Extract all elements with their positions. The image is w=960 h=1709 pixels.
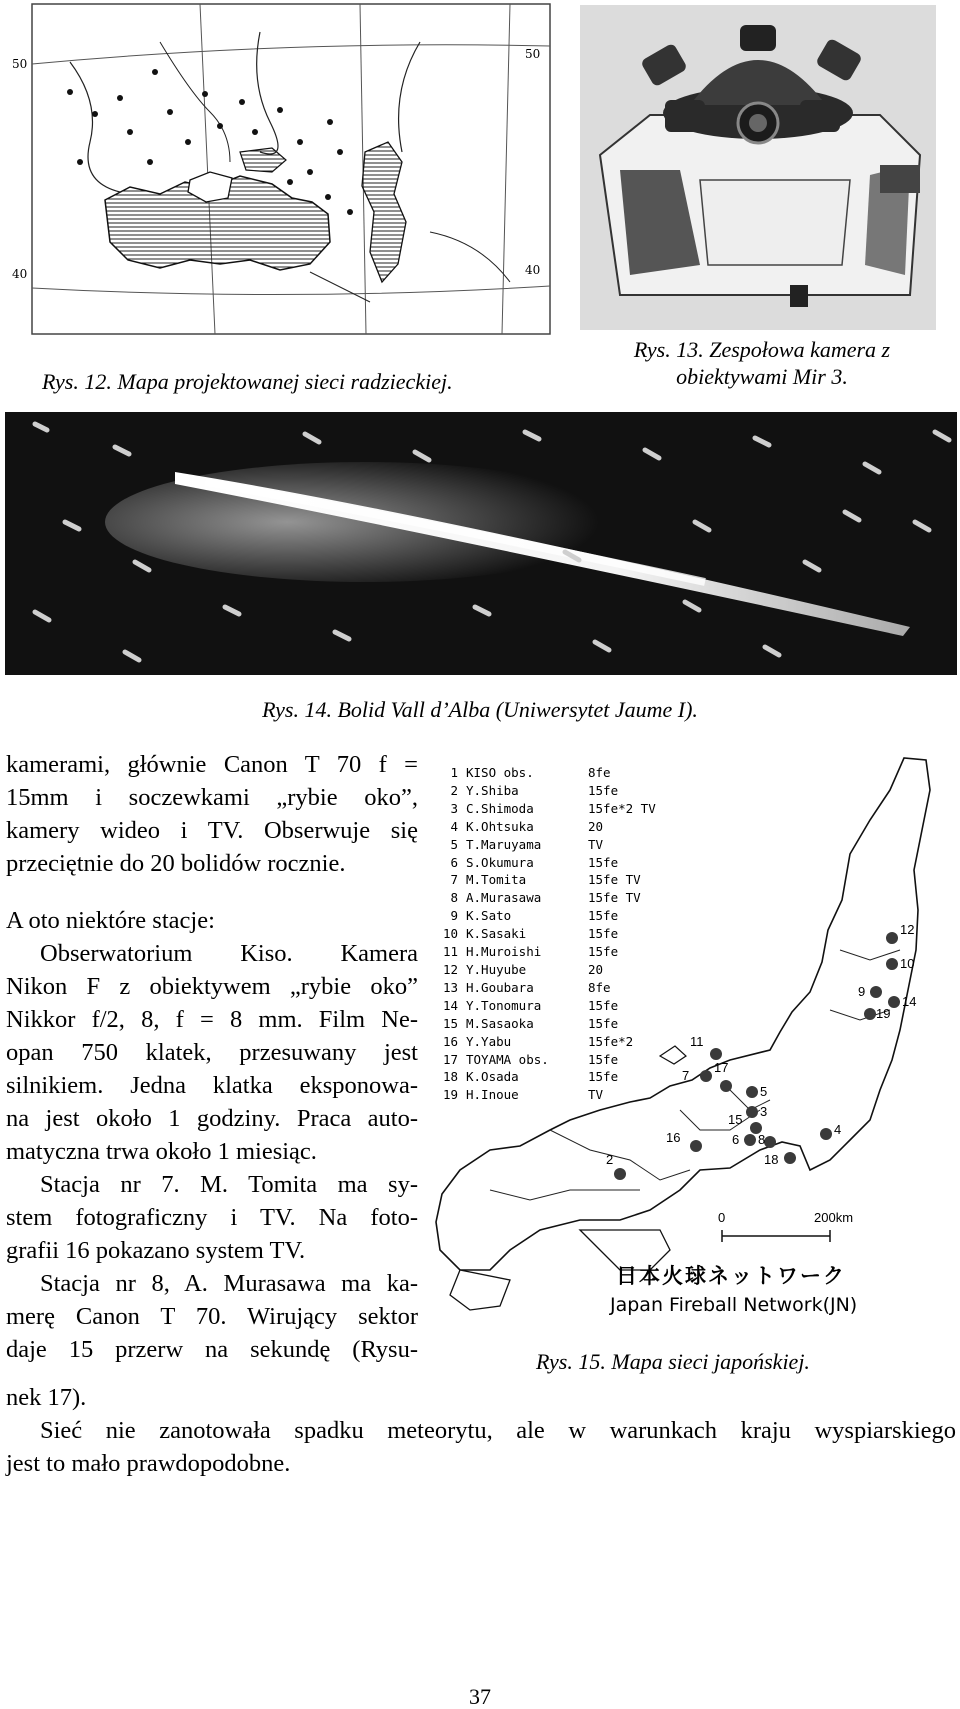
figure-12-map [10, 2, 554, 336]
station-number: 3 [450, 800, 458, 816]
station-name: M.Sasaoka [466, 1015, 534, 1031]
figure-13-caption-line1: Rys. 13. Zespołowa kamera z [633, 337, 891, 362]
station-row [430, 943, 668, 961]
latitude-label-left-40: 40 [12, 267, 28, 281]
text-line: Obserwatorium Kiso. Kamera [40, 940, 418, 967]
map-label-10: 10 [900, 956, 915, 971]
paragraph-cameras [6, 748, 418, 880]
station-number: 14 [442, 997, 458, 1013]
paragraph-station-8 [6, 1267, 418, 1366]
station-row [430, 1015, 668, 1033]
station-equipment: 15fe [588, 1015, 619, 1031]
station-name: Y.Yabu [466, 1033, 512, 1049]
station-number: 5 [450, 836, 458, 852]
map-label-18: 18 [764, 1152, 779, 1167]
text-line: Nikon F z obiektywem „rybie oko” [6, 973, 418, 1000]
station-name: H.Inoue [466, 1087, 519, 1103]
station-equipment: 20 [588, 961, 604, 977]
station-equipment: 15fe [588, 926, 619, 942]
station-row [430, 1033, 668, 1051]
map-title-japanese: 日本火球ネットワーク [616, 1264, 846, 1288]
station-name: S.Okumura [466, 854, 534, 870]
station-equipment: 15fe [588, 997, 619, 1013]
text-line: kamery wideo i TV. Obserwuje się [6, 817, 418, 844]
station-equipment: 8fe [588, 765, 611, 780]
station-equipment: 8fe [588, 979, 611, 995]
station-number: 6 [450, 854, 458, 870]
station-number: 4 [450, 818, 458, 834]
station-row [430, 925, 668, 943]
station-row [430, 1051, 668, 1069]
station-equipment: TV [588, 1087, 604, 1103]
station-equipment: 15fe TV [588, 890, 641, 906]
text-line: grafii 16 pokazano system TV. [6, 1237, 306, 1264]
station-row [430, 800, 668, 818]
station-number: 15 [442, 1015, 458, 1031]
map-label-17: 17 [714, 1060, 729, 1075]
station-name: KISO obs. [466, 765, 534, 780]
text-line: stem fotograficzny i TV. Na foto- [6, 1204, 418, 1231]
article-text-full-width [6, 1381, 956, 1480]
text-line: Stacja nr 8, A. Murasawa ma ka- [40, 1270, 418, 1297]
station-row [430, 907, 668, 925]
latitude-label-left-50: 50 [12, 57, 28, 71]
scale-label-km: 200km [814, 1210, 854, 1225]
station-equipment: 20 [588, 818, 604, 834]
map-label-5: 5 [760, 1084, 768, 1099]
station-number: 1 [450, 765, 458, 780]
station-equipment: 15fe TV [588, 872, 641, 888]
station-row [430, 818, 668, 836]
map-label-15: 15 [728, 1112, 743, 1127]
station-name: A.Murasawa [466, 890, 542, 906]
station-number: 2 [450, 782, 458, 798]
station-number: 18 [442, 1069, 458, 1085]
page-number: 37 [469, 1684, 491, 1709]
figure-15-japan-map [430, 750, 956, 1326]
station-name: M.Tomita [466, 872, 527, 888]
map-label-2: 2 [606, 1152, 614, 1167]
station-row [430, 1068, 668, 1086]
station-name: K.Sasaki [466, 926, 527, 942]
station-number: 11 [442, 944, 458, 960]
station-equipment: 15fe [588, 854, 619, 870]
text-line: jest to mało prawdopodobne. [6, 1450, 291, 1477]
station-row [430, 979, 668, 997]
station-number: 7 [450, 872, 458, 888]
station-name: H.Goubara [466, 979, 534, 995]
text-line: merę Canon T 70. Wirujący sektor [6, 1303, 418, 1330]
text-line: przeciętnie do 20 bolidów rocznie. [6, 850, 346, 877]
text-line: kamerami, głównie Canon T 70 f = [6, 751, 418, 778]
station-row [430, 1086, 668, 1104]
station-equipment: 15fe [588, 782, 619, 798]
scale-label-zero: 0 [718, 1210, 726, 1225]
station-name: K.Ohtsuka [466, 818, 534, 834]
station-equipment: 15fe [588, 1051, 619, 1067]
text-line: daje 15 przerw na sekundę (Rysu- [6, 1336, 418, 1363]
text-line: 15mm i soczewkami „rybie oko”, [6, 784, 418, 811]
map-label-11: 11 [690, 1034, 704, 1049]
map-label-6: 6 [732, 1132, 740, 1147]
article-text-column [6, 748, 418, 1366]
text-line: nek 17). [6, 1384, 87, 1411]
figure-12-caption: Rys. 12. Mapa projektowanej sieci radzieckiej. [42, 369, 453, 394]
station-row [430, 997, 668, 1015]
station-row [430, 889, 668, 907]
station-row [430, 764, 668, 782]
station-name: TOYAMA obs. [466, 1051, 549, 1067]
figure-14-bolide-photo [5, 412, 957, 675]
map-label-4: 4 [834, 1122, 842, 1137]
station-name: C.Shimoda [466, 800, 534, 816]
station-row [430, 961, 668, 979]
station-row [430, 854, 668, 872]
map-label-7: 7 [682, 1068, 690, 1083]
station-number: 16 [442, 1033, 458, 1049]
map-label-3: 3 [760, 1104, 768, 1119]
station-name: H.Muroishi [466, 944, 542, 960]
station-number: 10 [442, 926, 458, 942]
figure-15-caption: Rys. 15. Mapa sieci japońskiej. [536, 1349, 810, 1374]
station-number: 12 [442, 961, 458, 977]
station-name: Y.Huyube [466, 961, 527, 977]
text-line: matyczna trwa około 1 miesiąc. [6, 1138, 317, 1165]
map-label-8: 8 [758, 1132, 766, 1147]
paragraph-station-7 [6, 1168, 418, 1267]
station-equipment: 15fe [588, 1069, 619, 1085]
text-line: Stacja nr 7. M. Tomita ma sy- [40, 1171, 418, 1198]
map-label-12: 12 [900, 922, 915, 937]
text-line: opan 750 klatek, przesuwany jest [6, 1039, 418, 1066]
figure-13-caption-line2: obiektywami Mir 3. [676, 364, 848, 389]
paragraph-stations-intro: A oto niektóre stacje: [6, 907, 215, 934]
map-title-english: Japan Fireball Network(JN) [610, 1294, 858, 1316]
station-name: T.Maruyama [466, 836, 542, 852]
station-equipment: 15fe [588, 944, 619, 960]
figure-13-caption [586, 336, 938, 390]
station-list [430, 764, 668, 1104]
station-row [430, 871, 668, 889]
station-equipment: 15fe*2 [588, 1033, 634, 1049]
station-number: 13 [442, 979, 458, 995]
text-line: Nikkor f/2, 8, f = 8 mm. Film Ne- [6, 1006, 418, 1033]
station-equipment: 15fe*2 TV [588, 800, 656, 816]
station-name: K.Osada [466, 1069, 519, 1085]
latitude-label-right-50: 50 [525, 47, 541, 61]
station-number: 17 [442, 1051, 458, 1067]
station-equipment: 15fe [588, 908, 619, 924]
map-label-16: 16 [666, 1130, 681, 1145]
figure-13-camera-photo [580, 5, 936, 330]
figure-14-caption: Rys. 14. Bolid Vall d’Alba (Uniwersytet Jaume I). [262, 697, 698, 722]
station-equipment: TV [588, 836, 604, 852]
station-number: 9 [450, 908, 458, 924]
map-label-9: 9 [858, 984, 866, 999]
text-line: silnikiem. Jedna klatka eksponowa- [6, 1072, 418, 1099]
station-name: K.Sato [466, 908, 512, 924]
latitude-label-right-40: 40 [525, 263, 541, 277]
text-line: na jest około 1 godziny. Praca auto- [6, 1105, 418, 1132]
map-label-14: 14 [902, 994, 917, 1009]
station-number: 8 [450, 890, 458, 906]
station-number: 19 [442, 1087, 458, 1103]
paragraph-kiso [6, 937, 418, 1168]
station-row [430, 782, 668, 800]
station-name: Y.Shiba [466, 782, 519, 798]
station-name: Y.Tonomura [466, 997, 542, 1013]
station-row [430, 836, 668, 854]
text-line: Sieć nie zanotowała spadku meteorytu, ale w warunkach kraju wyspiarskiego [40, 1417, 956, 1444]
map-label-19: 19 [876, 1006, 891, 1021]
